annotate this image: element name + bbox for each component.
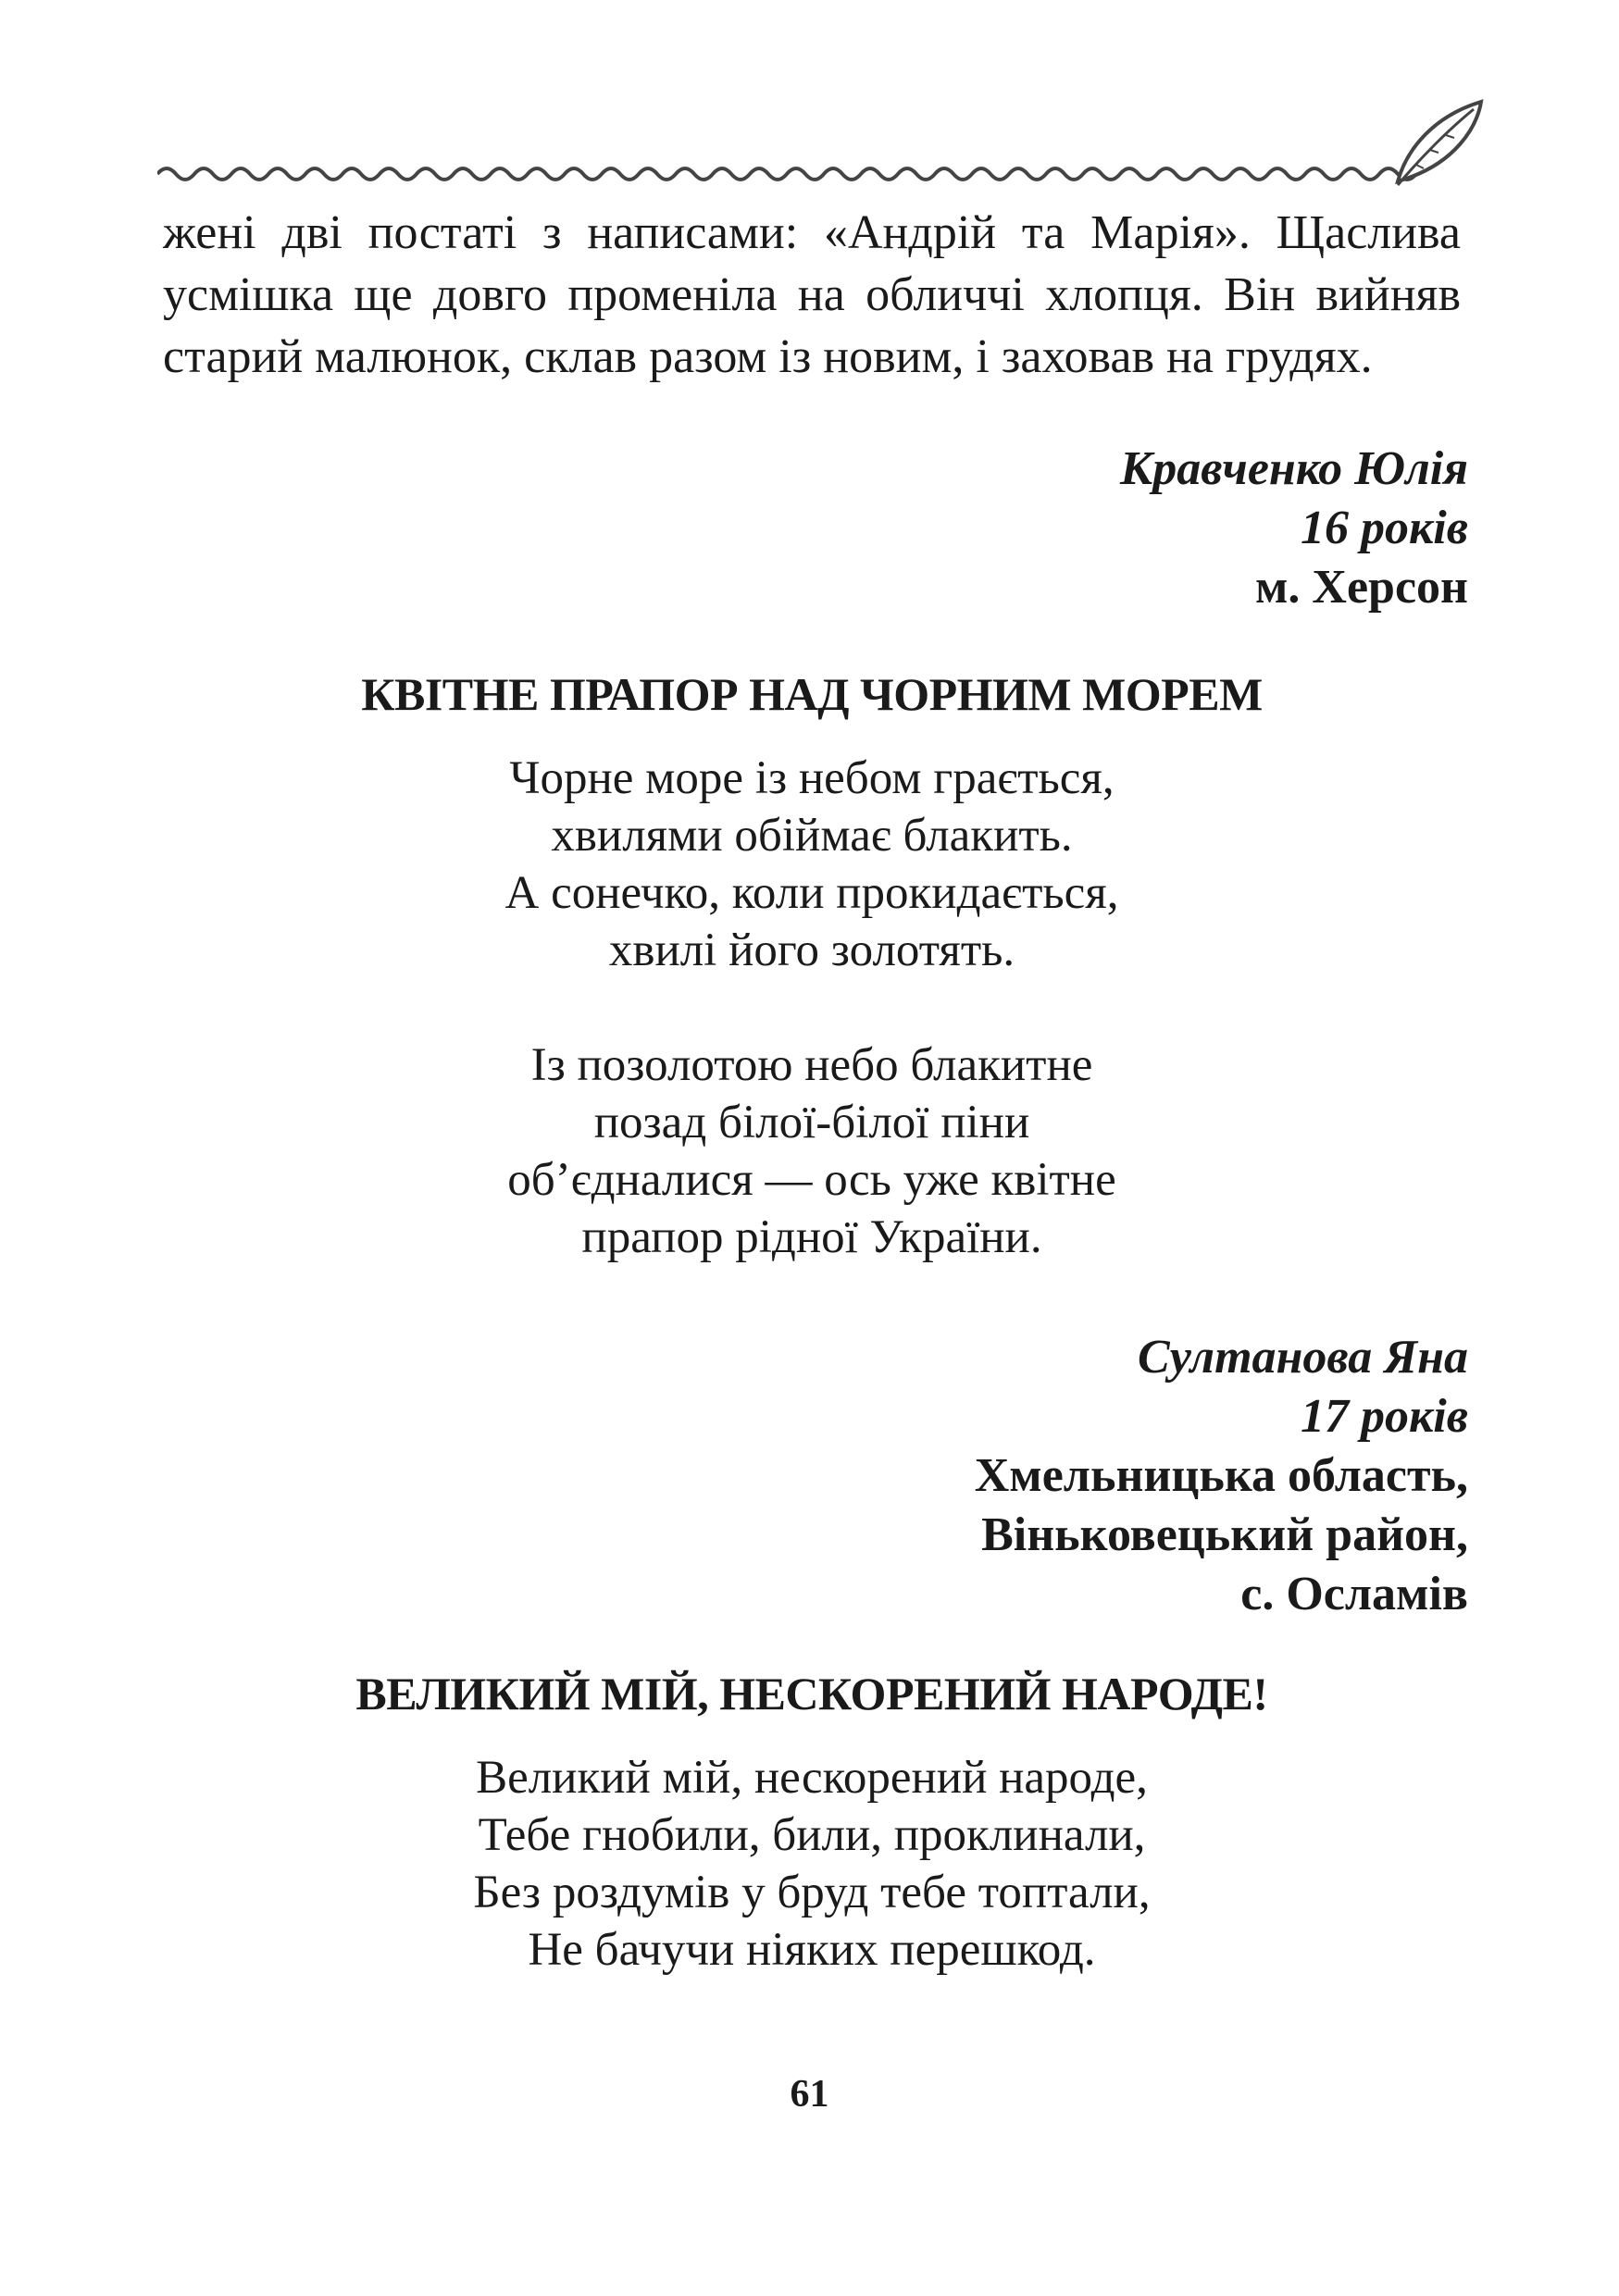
author-place: Хмельницька область, — [974, 1449, 1468, 1502]
author-name: Кравченко Юлія — [1120, 442, 1468, 495]
poem-title-1: КВІТНЕ ПРАПОР НАД ЧОРНИМ МОРЕМ — [361, 668, 1263, 720]
poem-line: А сонечко, коли прокидається, — [504, 867, 1119, 919]
stanza — [163, 750, 1461, 979]
poem-line: Тебе гнобили, били, проклинали, — [478, 1809, 1146, 1861]
poem-line: хвилями обіймає блакить. — [551, 810, 1073, 862]
poem-body-1 — [163, 750, 1461, 1266]
author-place: м. Херсон — [1254, 561, 1468, 614]
poem-line: Великий мій, нескорений народе, — [476, 1752, 1148, 1804]
poem-line: прапор рідної України. — [581, 1211, 1042, 1263]
poem-line: хвилі його золотять. — [608, 925, 1015, 976]
poem-title-2: ВЕЛИКИЙ МІЙ, НЕСКОРЕНИЙ НАРОДЕ! — [355, 1668, 1268, 1719]
prose-paragraph — [163, 202, 1461, 388]
stanza — [163, 1749, 1461, 1979]
poem-line: Чорне море із небом грається, — [509, 752, 1115, 804]
poem-line: Не бачучи ніяких перешкод. — [528, 1924, 1096, 1976]
poem-line: позад білої-білої піни — [593, 1097, 1030, 1148]
page-number: 61 — [790, 2073, 829, 2116]
author-name: Султанова Яна — [1138, 1331, 1468, 1384]
prose-text: жені дві постаті з написами: «Андрій та Марія». Щаслива усмішка ще довго променіла на обличчі хлопця. Він вийняв старий малюнок, склав разом із новим, і заховав на грудях. — [163, 206, 1461, 383]
author-age: 16 років — [1300, 502, 1468, 554]
poem-line: Із позолотою небо блакитне — [530, 1039, 1093, 1091]
author-place: с. Осламів — [1240, 1568, 1468, 1620]
author-signature-1 — [1120, 440, 1468, 617]
poem-line: Без роздумів у бруд тебе топтали, — [473, 1867, 1151, 1918]
stanza — [163, 1036, 1461, 1266]
author-signature-2 — [975, 1328, 1468, 1624]
poem-body-2 — [163, 1749, 1461, 1979]
feather-quill-icon — [1398, 102, 1481, 185]
author-age: 17 років — [1300, 1390, 1468, 1443]
header-ornament — [157, 93, 1490, 194]
author-place: Віньковецький район, — [981, 1508, 1468, 1561]
wavy-line-icon — [157, 168, 1416, 180]
poem-line: об’єдналися — ось уже квітне — [507, 1154, 1116, 1206]
